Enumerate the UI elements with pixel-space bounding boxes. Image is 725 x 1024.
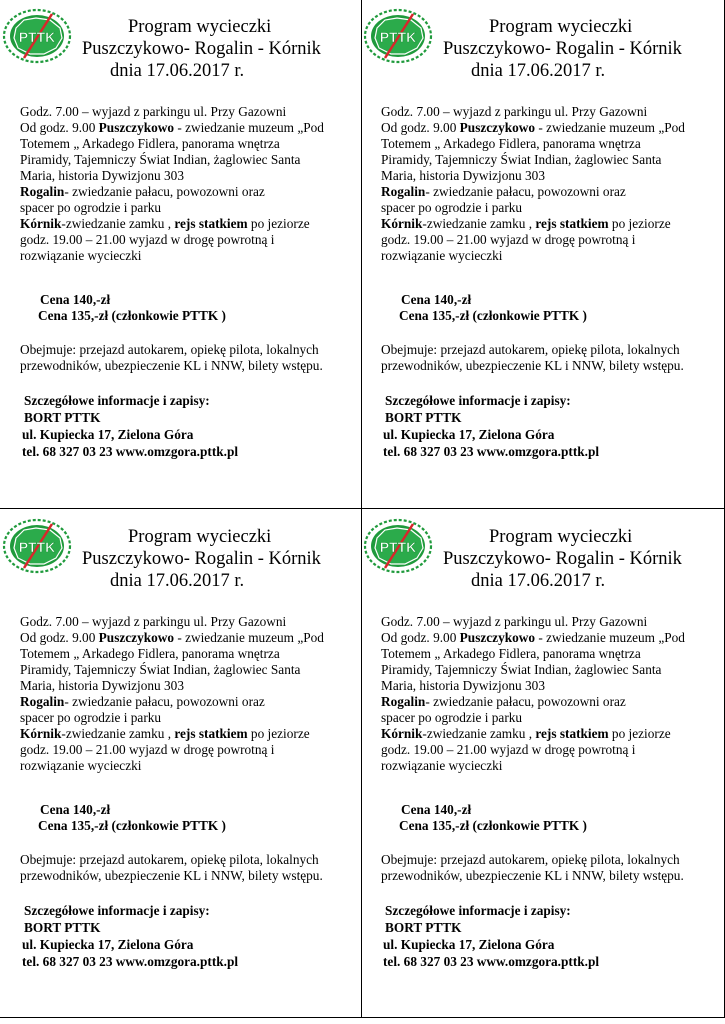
includes-block bbox=[381, 342, 725, 374]
includes-line: Obejmuje: przejazd autokarem, opiekę pilota, lokalnych bbox=[381, 342, 680, 357]
schedule-line: Totemem „ Arkadego Fidlera, panorama wnętrza bbox=[20, 136, 280, 151]
boat-trip: rejs statkiem bbox=[174, 216, 248, 231]
schedule-line: Godz. 7.00 – wyjazd z parkingu ul. Przy Gazowni bbox=[20, 104, 287, 119]
schedule-text: po jeziorze bbox=[608, 216, 671, 231]
contact-heading: Szczegółowe informacje i zapisy: bbox=[385, 393, 571, 408]
cut-line-horizontal bbox=[0, 508, 725, 509]
contact-address: ul. Kupiecka 17, Zielona Góra bbox=[383, 427, 555, 442]
flyer-card bbox=[363, 0, 713, 500]
schedule-line: Maria, historia Dywizjonu 303 bbox=[381, 168, 545, 183]
includes-block bbox=[20, 342, 365, 374]
contact-org: BORT PTTK bbox=[385, 920, 462, 935]
price-members: Cena 135,-zł (członkowie PTTK ) bbox=[38, 308, 226, 323]
contact-heading: Szczegółowe informacje i zapisy: bbox=[24, 903, 210, 918]
schedule-line: rozwiązanie wycieczki bbox=[381, 248, 503, 263]
contact-phone-web: tel. 68 327 03 23 www.omzgora.pttk.pl bbox=[22, 954, 239, 969]
contact-address: ul. Kupiecka 17, Zielona Góra bbox=[383, 937, 555, 952]
schedule-line: spacer po ogrodzie i parku bbox=[381, 710, 523, 725]
schedule-text: -zwiedzanie zamku , bbox=[61, 726, 175, 741]
price-regular: Cena 140,-zł bbox=[401, 802, 472, 817]
schedule-line bbox=[20, 184, 360, 200]
schedule-text: -zwiedzanie zamku , bbox=[61, 216, 175, 231]
pttk-logo-icon bbox=[2, 518, 72, 574]
title-line: Program wycieczki bbox=[489, 527, 633, 547]
schedule-line: Maria, historia Dywizjonu 303 bbox=[20, 678, 184, 693]
schedule-text: - zwiedzanie muzeum „Pod bbox=[535, 120, 685, 135]
schedule-text: - zwiedzanie muzeum „Pod bbox=[535, 630, 685, 645]
schedule-line: Piramidy, Tajemniczy Świat Indian, żaglowiec Santa bbox=[381, 662, 662, 677]
pttk-logo-icon bbox=[363, 8, 433, 64]
schedule-line bbox=[20, 216, 360, 232]
trip-title bbox=[82, 526, 352, 592]
schedule-text: Od godz. 9.00 bbox=[20, 120, 99, 135]
price-block bbox=[401, 292, 701, 324]
title-date: dnia 17.06.2017 r. bbox=[110, 61, 245, 81]
place-name: Puszczykowo bbox=[98, 630, 175, 645]
schedule-line: Piramidy, Tajemniczy Świat Indian, żaglowiec Santa bbox=[20, 662, 301, 677]
place-name: Rogalin bbox=[20, 184, 65, 199]
contact-block bbox=[383, 392, 713, 460]
includes-line: Obejmuje: przejazd autokarem, opiekę pilota, lokalnych bbox=[20, 342, 319, 357]
contact-org: BORT PTTK bbox=[385, 410, 462, 425]
schedule-text: -zwiedzanie zamku , bbox=[422, 216, 536, 231]
trip-title bbox=[82, 16, 352, 82]
includes-line: przewodników, ubezpieczenie KL i NNW, bilety wstępu. bbox=[381, 868, 684, 883]
schedule-text: - zwiedzanie pałacu, powozowni oraz bbox=[64, 184, 265, 199]
includes-line: przewodników, ubezpieczenie KL i NNW, bilety wstępu. bbox=[20, 358, 323, 373]
contact-phone-web: tel. 68 327 03 23 www.omzgora.pttk.pl bbox=[383, 444, 600, 459]
schedule-text: - zwiedzanie pałacu, powozowni oraz bbox=[64, 694, 265, 709]
contact-block bbox=[22, 902, 352, 970]
includes-line: Obejmuje: przejazd autokarem, opiekę pilota, lokalnych bbox=[381, 852, 680, 867]
schedule-line: Totemem „ Arkadego Fidlera, panorama wnętrza bbox=[381, 646, 641, 661]
schedule-line: spacer po ogrodzie i parku bbox=[381, 200, 523, 215]
title-route: Puszczykowo- Rogalin - Kórnik bbox=[82, 39, 321, 59]
price-regular: Cena 140,-zł bbox=[40, 802, 111, 817]
schedule-text: - zwiedzanie pałacu, powozowni oraz bbox=[425, 694, 626, 709]
schedule-line: godz. 19.00 – 21.00 wyjazd w drogę powrotną i bbox=[381, 742, 636, 757]
title-route: Puszczykowo- Rogalin - Kórnik bbox=[82, 549, 321, 569]
schedule-text: -zwiedzanie zamku , bbox=[422, 726, 536, 741]
title-line: Program wycieczki bbox=[128, 17, 272, 37]
schedule-line: godz. 19.00 – 21.00 wyjazd w drogę powrotną i bbox=[20, 232, 275, 247]
contact-heading: Szczegółowe informacje i zapisy: bbox=[385, 903, 571, 918]
place-name: Puszczykowo bbox=[459, 120, 536, 135]
schedule-line: Piramidy, Tajemniczy Świat Indian, żaglowiec Santa bbox=[381, 152, 662, 167]
title-line: Program wycieczki bbox=[489, 17, 633, 37]
svg-text:PTTK: PTTK bbox=[18, 29, 56, 45]
place-name: Puszczykowo bbox=[98, 120, 175, 135]
schedule-line: Maria, historia Dywizjonu 303 bbox=[381, 678, 545, 693]
schedule-line bbox=[381, 630, 721, 646]
schedule-text: po jeziorze bbox=[247, 726, 310, 741]
schedule-line bbox=[381, 216, 721, 232]
trip-title bbox=[443, 16, 713, 82]
contact-phone-web: tel. 68 327 03 23 www.omzgora.pttk.pl bbox=[383, 954, 600, 969]
price-block bbox=[40, 292, 340, 324]
includes-line: przewodników, ubezpieczenie KL i NNW, bilety wstępu. bbox=[381, 358, 684, 373]
flyer-card bbox=[2, 510, 352, 1010]
trip-schedule bbox=[381, 104, 721, 264]
schedule-text: Od godz. 9.00 bbox=[381, 120, 460, 135]
schedule-line: Godz. 7.00 – wyjazd z parkingu ul. Przy Gazowni bbox=[381, 104, 648, 119]
place-name: Kórnik bbox=[381, 216, 423, 231]
schedule-line bbox=[20, 630, 360, 646]
schedule-text: Od godz. 9.00 bbox=[381, 630, 460, 645]
includes-line: Obejmuje: przejazd autokarem, opiekę pilota, lokalnych bbox=[20, 852, 319, 867]
flyer-card bbox=[363, 510, 713, 1010]
place-name: Rogalin bbox=[20, 694, 65, 709]
includes-line: przewodników, ubezpieczenie KL i NNW, bilety wstępu. bbox=[20, 868, 323, 883]
trip-schedule bbox=[20, 614, 360, 774]
place-name: Kórnik bbox=[381, 726, 423, 741]
svg-text:PTTK: PTTK bbox=[18, 539, 56, 555]
schedule-line bbox=[381, 726, 721, 742]
schedule-line: Maria, historia Dywizjonu 303 bbox=[20, 168, 184, 183]
schedule-text: - zwiedzanie pałacu, powozowni oraz bbox=[425, 184, 626, 199]
schedule-line: Godz. 7.00 – wyjazd z parkingu ul. Przy Gazowni bbox=[381, 614, 648, 629]
place-name: Puszczykowo bbox=[459, 630, 536, 645]
price-block bbox=[401, 802, 701, 834]
title-line: Program wycieczki bbox=[128, 527, 272, 547]
schedule-line: Totemem „ Arkadego Fidlera, panorama wnętrza bbox=[20, 646, 280, 661]
flyer-card bbox=[2, 0, 352, 500]
contact-block bbox=[383, 902, 713, 970]
schedule-line: rozwiązanie wycieczki bbox=[20, 758, 142, 773]
title-route: Puszczykowo- Rogalin - Kórnik bbox=[443, 39, 682, 59]
title-date: dnia 17.06.2017 r. bbox=[110, 571, 245, 591]
price-regular: Cena 140,-zł bbox=[40, 292, 111, 307]
schedule-text: po jeziorze bbox=[247, 216, 310, 231]
boat-trip: rejs statkiem bbox=[535, 726, 609, 741]
schedule-line bbox=[20, 694, 360, 710]
schedule-line bbox=[381, 184, 721, 200]
schedule-line: Piramidy, Tajemniczy Świat Indian, żaglowiec Santa bbox=[20, 152, 301, 167]
trip-schedule bbox=[20, 104, 360, 264]
title-route: Puszczykowo- Rogalin - Kórnik bbox=[443, 549, 682, 569]
schedule-line: rozwiązanie wycieczki bbox=[20, 248, 142, 263]
schedule-line: godz. 19.00 – 21.00 wyjazd w drogę powrotną i bbox=[20, 742, 275, 757]
schedule-line bbox=[381, 120, 721, 136]
contact-address: ul. Kupiecka 17, Zielona Góra bbox=[22, 937, 194, 952]
schedule-text: - zwiedzanie muzeum „Pod bbox=[174, 120, 324, 135]
contact-org: BORT PTTK bbox=[24, 410, 101, 425]
schedule-line: Totemem „ Arkadego Fidlera, panorama wnętrza bbox=[381, 136, 641, 151]
trip-title bbox=[443, 526, 713, 592]
pttk-logo-icon bbox=[363, 518, 433, 574]
price-block bbox=[40, 802, 340, 834]
price-members: Cena 135,-zł (członkowie PTTK ) bbox=[38, 818, 226, 833]
price-members: Cena 135,-zł (członkowie PTTK ) bbox=[399, 818, 587, 833]
contact-heading: Szczegółowe informacje i zapisy: bbox=[24, 393, 210, 408]
price-members: Cena 135,-zł (członkowie PTTK ) bbox=[399, 308, 587, 323]
contact-org: BORT PTTK bbox=[24, 920, 101, 935]
place-name: Rogalin bbox=[381, 184, 426, 199]
title-date: dnia 17.06.2017 r. bbox=[471, 571, 606, 591]
svg-text:PTTK: PTTK bbox=[379, 539, 417, 555]
schedule-line bbox=[20, 120, 360, 136]
price-regular: Cena 140,-zł bbox=[401, 292, 472, 307]
trip-schedule bbox=[381, 614, 721, 774]
contact-address: ul. Kupiecka 17, Zielona Góra bbox=[22, 427, 194, 442]
schedule-line bbox=[381, 694, 721, 710]
place-name: Kórnik bbox=[20, 726, 62, 741]
place-name: Rogalin bbox=[381, 694, 426, 709]
schedule-line: godz. 19.00 – 21.00 wyjazd w drogę powrotną i bbox=[381, 232, 636, 247]
svg-text:PTTK: PTTK bbox=[379, 29, 417, 45]
pttk-logo-icon bbox=[2, 8, 72, 64]
schedule-text: po jeziorze bbox=[608, 726, 671, 741]
page-border-bottom bbox=[0, 1017, 725, 1018]
boat-trip: rejs statkiem bbox=[535, 216, 609, 231]
contact-phone-web: tel. 68 327 03 23 www.omzgora.pttk.pl bbox=[22, 444, 239, 459]
place-name: Kórnik bbox=[20, 216, 62, 231]
contact-block bbox=[22, 392, 352, 460]
schedule-line: spacer po ogrodzie i parku bbox=[20, 200, 162, 215]
schedule-line: rozwiązanie wycieczki bbox=[381, 758, 503, 773]
includes-block bbox=[20, 852, 365, 884]
schedule-line: spacer po ogrodzie i parku bbox=[20, 710, 162, 725]
boat-trip: rejs statkiem bbox=[174, 726, 248, 741]
schedule-line: Godz. 7.00 – wyjazd z parkingu ul. Przy Gazowni bbox=[20, 614, 287, 629]
title-date: dnia 17.06.2017 r. bbox=[471, 61, 606, 81]
includes-block bbox=[381, 852, 725, 884]
schedule-text: - zwiedzanie muzeum „Pod bbox=[174, 630, 324, 645]
schedule-text: Od godz. 9.00 bbox=[20, 630, 99, 645]
schedule-line bbox=[20, 726, 360, 742]
